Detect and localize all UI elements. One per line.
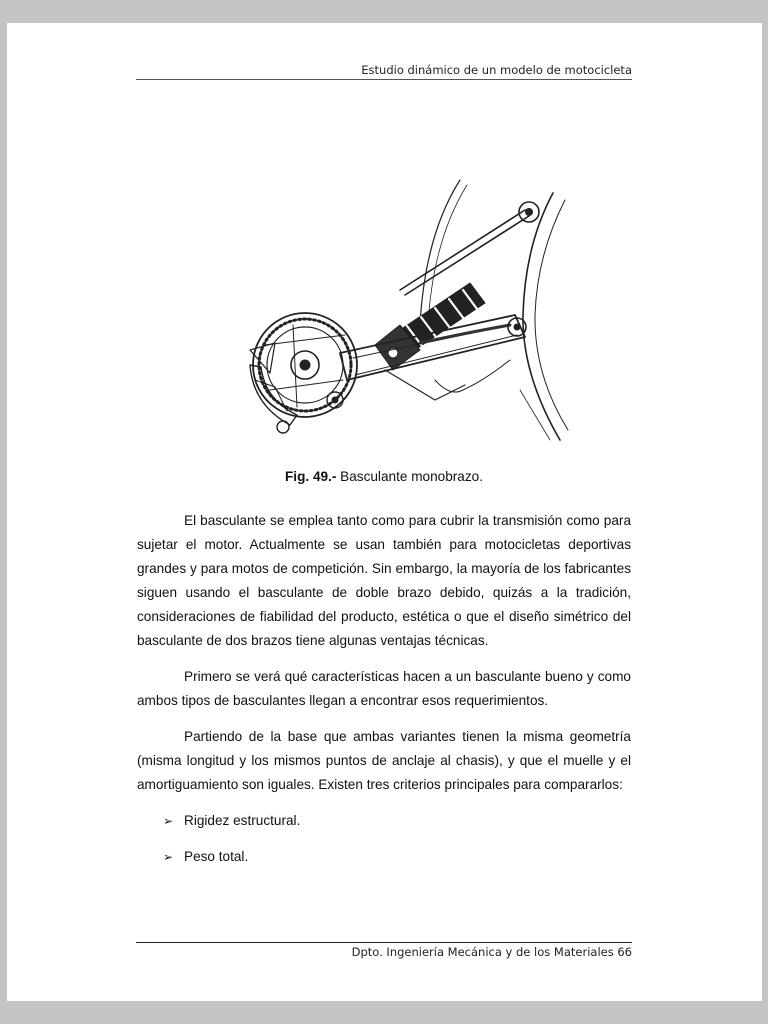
paragraph: Primero se verá qué características hacen a un basculante bueno y como ambos tipos de basculantes llegan a encontrar esos requerimientos.	[137, 669, 631, 708]
paragraph: El basculante se emplea tanto como para cubrir la transmisión como para sujetar el motor. Actualmente se usan también para motocicletas deportivas grandes y para motos de competición. Sin embargo, la mayoría de los fabricantes siguen usando el basculante de doble brazo debido, quizás a la tradición, consideraciones de fiabilidad del producto, estética o que el diseño simétrico del basculante de dos brazos tiene algunas ventajas técnicas.	[137, 513, 631, 648]
criteria-list	[137, 809, 631, 869]
list-item-text: Peso total.	[184, 849, 249, 864]
footer-rule	[136, 942, 632, 943]
running-footer: Dpto. Ingeniería Mecánica y de los Materiales 66	[351, 945, 632, 959]
header-rule	[136, 79, 632, 80]
arrow-bullet-icon: ➢	[163, 814, 174, 828]
list-item	[137, 809, 631, 833]
swingarm-illustration	[235, 175, 570, 450]
figure-caption	[136, 469, 632, 484]
list-item-text: Rigidez estructural.	[184, 813, 301, 828]
body-text	[137, 509, 631, 881]
figure-label: Fig. 49.-	[285, 469, 337, 484]
figure-caption-text: Basculante monobrazo.	[340, 469, 483, 484]
swingarm-drawing	[235, 175, 570, 450]
list-item	[137, 845, 631, 869]
running-header: Estudio dinámico de un modelo de motocicleta	[361, 63, 632, 77]
arrow-bullet-icon: ➢	[163, 850, 174, 864]
document-page	[7, 23, 762, 1001]
paragraph: Partiendo de la base que ambas variantes tienen la misma geometría (misma longitud y los mismos puntos de anclaje al chasis), y que el muelle y el amortiguamiento son iguales. Existen tres criterios principales para compararlos:	[137, 729, 631, 792]
